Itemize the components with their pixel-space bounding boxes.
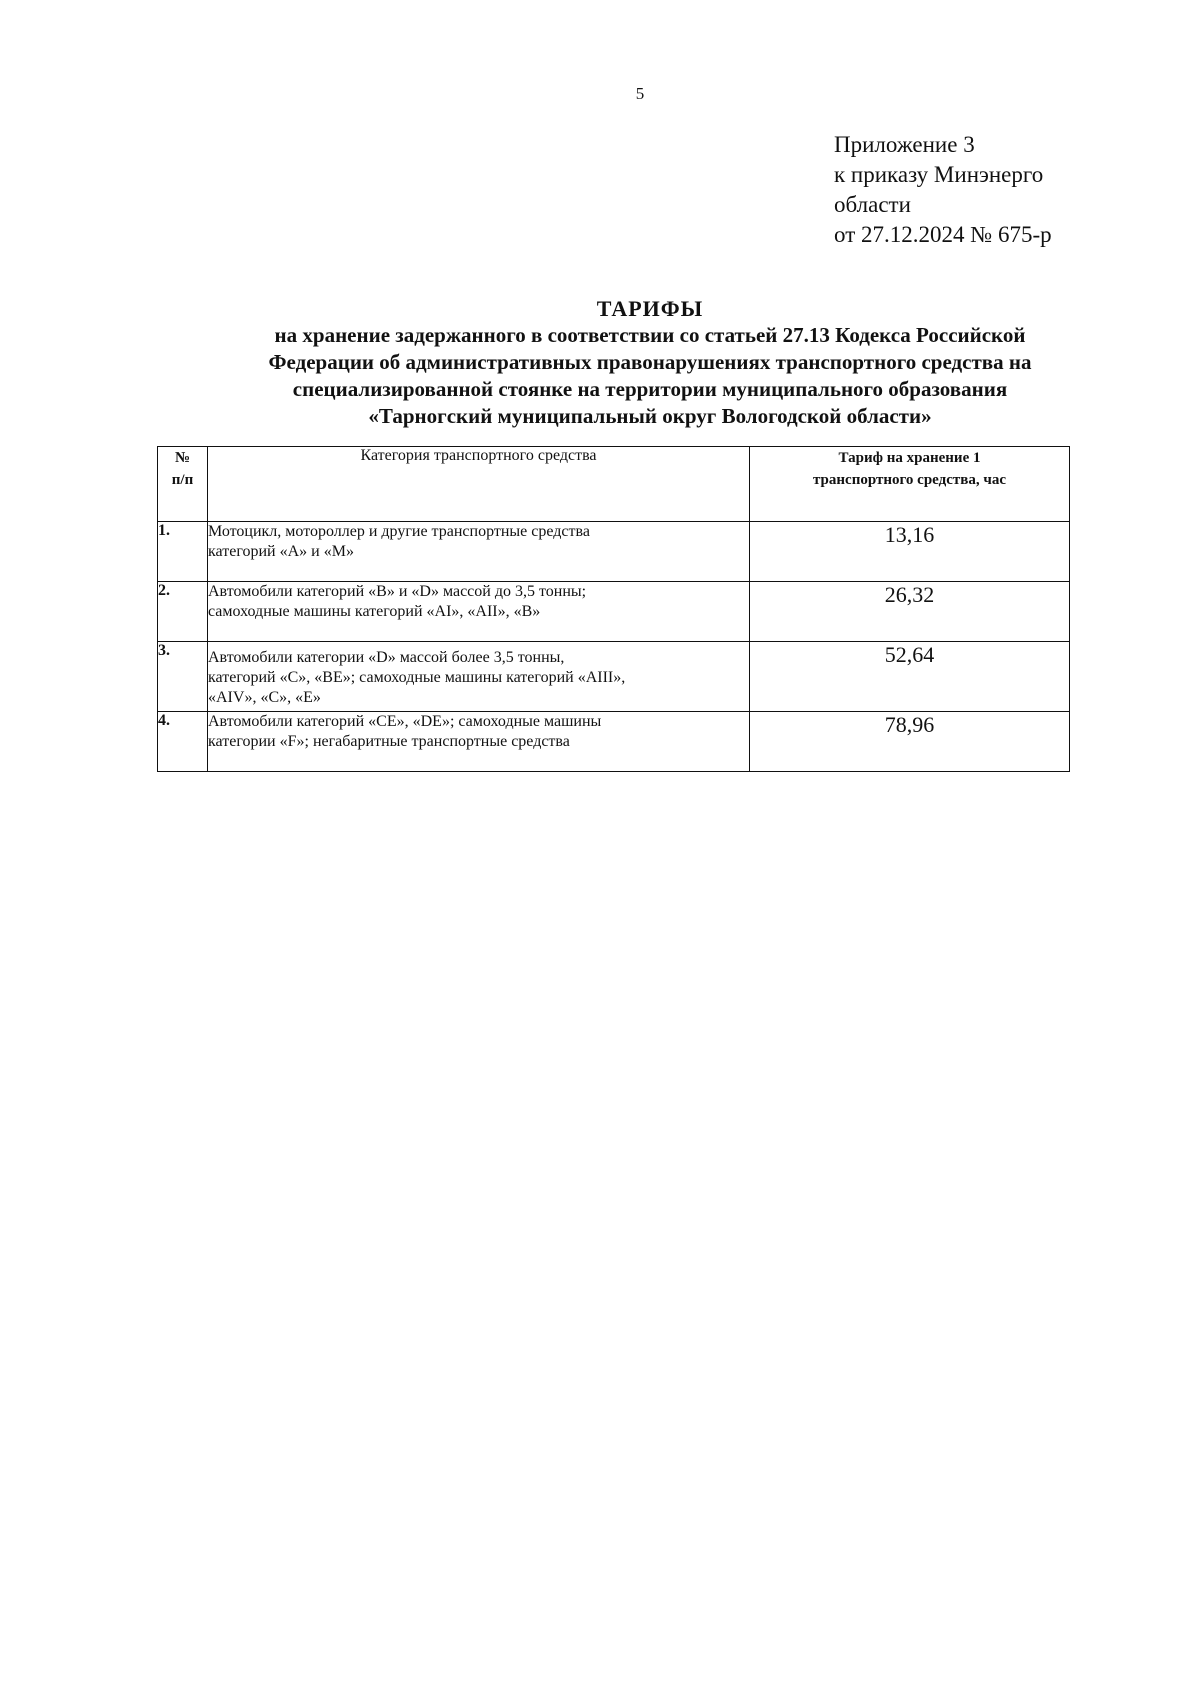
header-category: Категория транспортного средства	[208, 447, 750, 522]
category-line: Автомобили категории «D» массой более 3,5 тонны,	[208, 649, 565, 666]
row-number: 2.	[158, 582, 208, 642]
row-tariff: 13,16	[750, 522, 1070, 582]
category-line: Автомобили категорий «СЕ», «DE»; самоходные машины	[208, 713, 602, 730]
header-number	[158, 447, 208, 522]
table-row	[158, 642, 1070, 712]
appendix-block	[834, 130, 1052, 250]
row-tariff: 78,96	[750, 712, 1070, 772]
row-category	[208, 642, 750, 712]
table-row	[158, 522, 1070, 582]
subtitle-line: на хранение задержанного в соответствии со статьей 27.13 Кодекса Российской	[274, 323, 1026, 347]
row-number: 4.	[158, 712, 208, 772]
page-number: 5	[635, 84, 645, 103]
category-line: категорий «С», «ВЕ»; самоходные машины категорий «AIII»,	[208, 669, 626, 686]
table-row	[158, 712, 1070, 772]
subtitle-line: «Тарногский муниципальный округ Вологодской области»	[368, 404, 932, 428]
category-line: Мотоцикл, мотороллер и другие транспортные средства	[208, 523, 590, 540]
document-title: ТАРИФЫ	[596, 296, 704, 321]
row-number: 3.	[158, 642, 208, 712]
category-line: «AIV», «С», «Е»	[208, 689, 321, 706]
header-number-abbr: п/п	[171, 472, 194, 488]
header-tariff	[750, 447, 1070, 522]
category-line: категории «F»; негабаритные транспортные средства	[208, 733, 570, 750]
subtitle-line: специализированной стоянке на территории муниципального образования	[292, 377, 1008, 401]
row-tariff: 26,32	[750, 582, 1070, 642]
header-tariff-line: транспортного средства, час	[813, 472, 1006, 488]
table-row	[158, 582, 1070, 642]
table-header-row	[158, 447, 1070, 522]
category-line: Автомобили категорий «В» и «D» массой до 3,5 тонны;	[208, 583, 587, 600]
row-tariff: 52,64	[750, 642, 1070, 712]
row-category	[208, 712, 750, 772]
row-category	[208, 582, 750, 642]
appendix-line: области	[834, 192, 911, 217]
appendix-line: Приложение 3	[834, 132, 975, 157]
row-category	[208, 522, 750, 582]
row-number: 1.	[158, 522, 208, 582]
subtitle-line: Федерации об административных правонарушениях транспортного средства на	[268, 350, 1032, 374]
header-number-symbol: №	[174, 450, 191, 466]
header-tariff-line: Тариф на хранение 1	[838, 450, 981, 466]
category-line: категорий «А» и «М»	[208, 543, 354, 560]
tariff-table	[157, 446, 1070, 772]
category-line: самоходные машины категорий «AI», «AII», «В»	[208, 603, 541, 620]
appendix-date-line: от 27.12.2024 № 675-р	[834, 222, 1052, 247]
document-subtitle	[150, 322, 1150, 430]
appendix-line: к приказу Минэнерго	[834, 162, 1044, 187]
